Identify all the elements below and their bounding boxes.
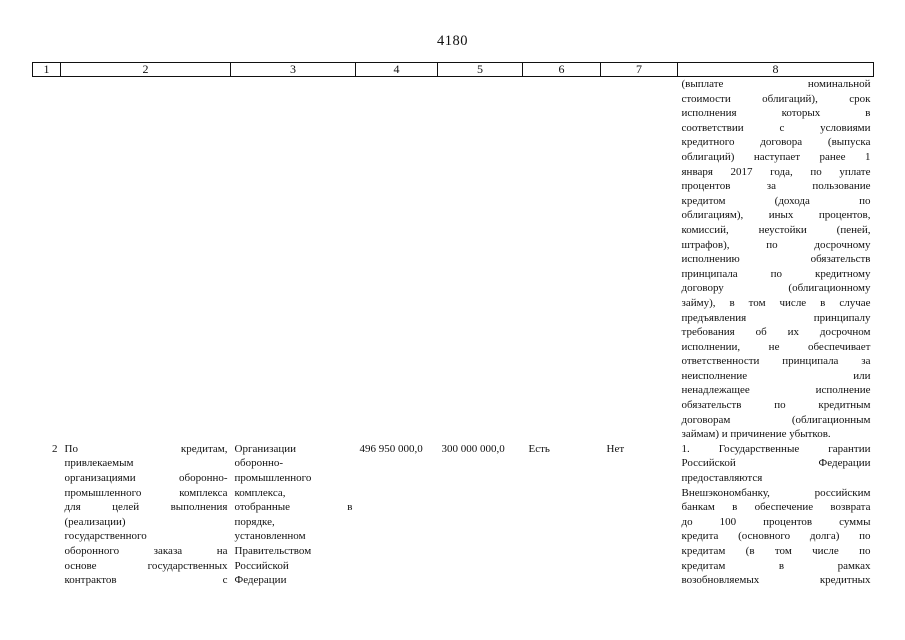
column-number-header-row	[33, 63, 874, 77]
text-line: соответствии с условиями	[681, 121, 871, 134]
text-line: для целей выполнения	[64, 501, 228, 514]
text-line: государственного	[64, 530, 147, 543]
column-header-7: 7	[601, 63, 678, 77]
recourse-cell: Есть	[528, 442, 550, 455]
text-line: Российской	[234, 559, 289, 572]
principal-category-cell	[231, 442, 356, 588]
table-row	[33, 442, 874, 588]
text-line: 1. Государственные гарантии	[681, 442, 871, 455]
text-line: оборонного заказа на	[64, 545, 228, 557]
text-line: привлекаемым	[64, 457, 134, 470]
text-line: стоимости облигаций), срок	[681, 92, 871, 105]
column-header-5: 5	[438, 63, 523, 77]
text-line: займам) и причинение убытков.	[681, 428, 831, 441]
text-line: кредита (основного долга) по	[681, 530, 871, 543]
column-header-3: 3	[231, 63, 356, 77]
credit-description-cell	[61, 442, 231, 588]
text-line: принципала по кредитному	[681, 267, 871, 280]
text-line: января 2017 года, по уплате	[681, 165, 871, 178]
text-line: договорам (облигационным	[681, 413, 871, 426]
text-line: Правительством	[234, 545, 312, 557]
text-line: исполнения которых в	[681, 107, 871, 120]
text-line: комплекса,	[234, 486, 286, 499]
text-line: неисполнение или	[681, 369, 871, 382]
continuation-conditions-cell	[678, 77, 874, 442]
collateral-cell: Нет	[606, 442, 625, 455]
text-line: По кредитам,	[64, 442, 228, 455]
text-line: возобновляемых кредитных	[681, 574, 871, 587]
text-line: облигациям), иных процентов,	[681, 209, 871, 222]
total-amount-cell: 496 950 000,0	[359, 442, 423, 455]
text-line: Организации	[234, 442, 296, 455]
column-header-4: 4	[356, 63, 438, 77]
column-header-6: 6	[523, 63, 601, 77]
text-line: штрафов), по досрочному	[681, 238, 871, 251]
text-line: обязательств по кредитным	[681, 399, 871, 412]
conditions-cell	[678, 442, 874, 588]
text-line: контрактов с	[64, 574, 228, 587]
column-header-8: 8	[678, 63, 874, 77]
text-line: ненадлежащее исполнение	[681, 384, 871, 397]
text-line: предъявления принципалу	[681, 311, 871, 324]
text-line: (реализации)	[64, 515, 126, 528]
text-line: оборонно-	[234, 457, 284, 470]
text-line: основе государственных	[64, 559, 228, 572]
text-line: промышленного комплекса	[64, 486, 228, 499]
text-line: кредитного договора (выпуска	[681, 136, 871, 149]
text-line: требования об их досрочном	[681, 326, 871, 339]
text-line: исполнению обязательств	[681, 253, 871, 266]
text-line: Российской Федерации	[681, 457, 871, 470]
text-line: договору (облигационному	[681, 282, 871, 295]
text-line: предоставляются	[681, 472, 763, 485]
text-line: Внешэкономбанку, российским	[681, 486, 871, 499]
text-line: кредитам в рамках	[681, 559, 871, 572]
text-line: кредитам (в том числе по	[681, 545, 871, 557]
text-line: отобранные в	[234, 501, 353, 514]
text-line: процентов за пользование	[681, 180, 871, 193]
text-line: облигаций) наступает ранее 1	[681, 150, 871, 163]
text-line: ответственности принципала за	[681, 355, 871, 368]
column-header-2: 2	[61, 63, 231, 77]
text-line: банкам в обеспечение возврата	[681, 501, 871, 514]
text-line: исполнении, не обеспечивает	[681, 340, 871, 353]
text-line: займу), в том числе в случае	[681, 296, 871, 309]
text-line: комиссий, неустойки (пеней,	[681, 223, 871, 236]
text-line: порядке,	[234, 515, 275, 528]
text-line: до 100 процентов суммы	[681, 515, 871, 528]
text-line: кредитом (дохода по	[681, 194, 871, 207]
page-number: 4180	[437, 33, 468, 49]
text-line: промышленного	[234, 472, 312, 485]
column-header-1: 1	[33, 63, 61, 77]
year-amount-cell: 300 000 000,0	[441, 442, 505, 455]
text-line: организациями оборонно-	[64, 472, 228, 485]
text-line: установленном	[234, 530, 306, 543]
text-line: Федерации	[234, 574, 287, 587]
guarantee-table	[32, 62, 874, 588]
continuation-row	[33, 77, 874, 442]
row-number: 2	[52, 442, 58, 455]
text-line: (выплате номинальной	[681, 78, 871, 90]
